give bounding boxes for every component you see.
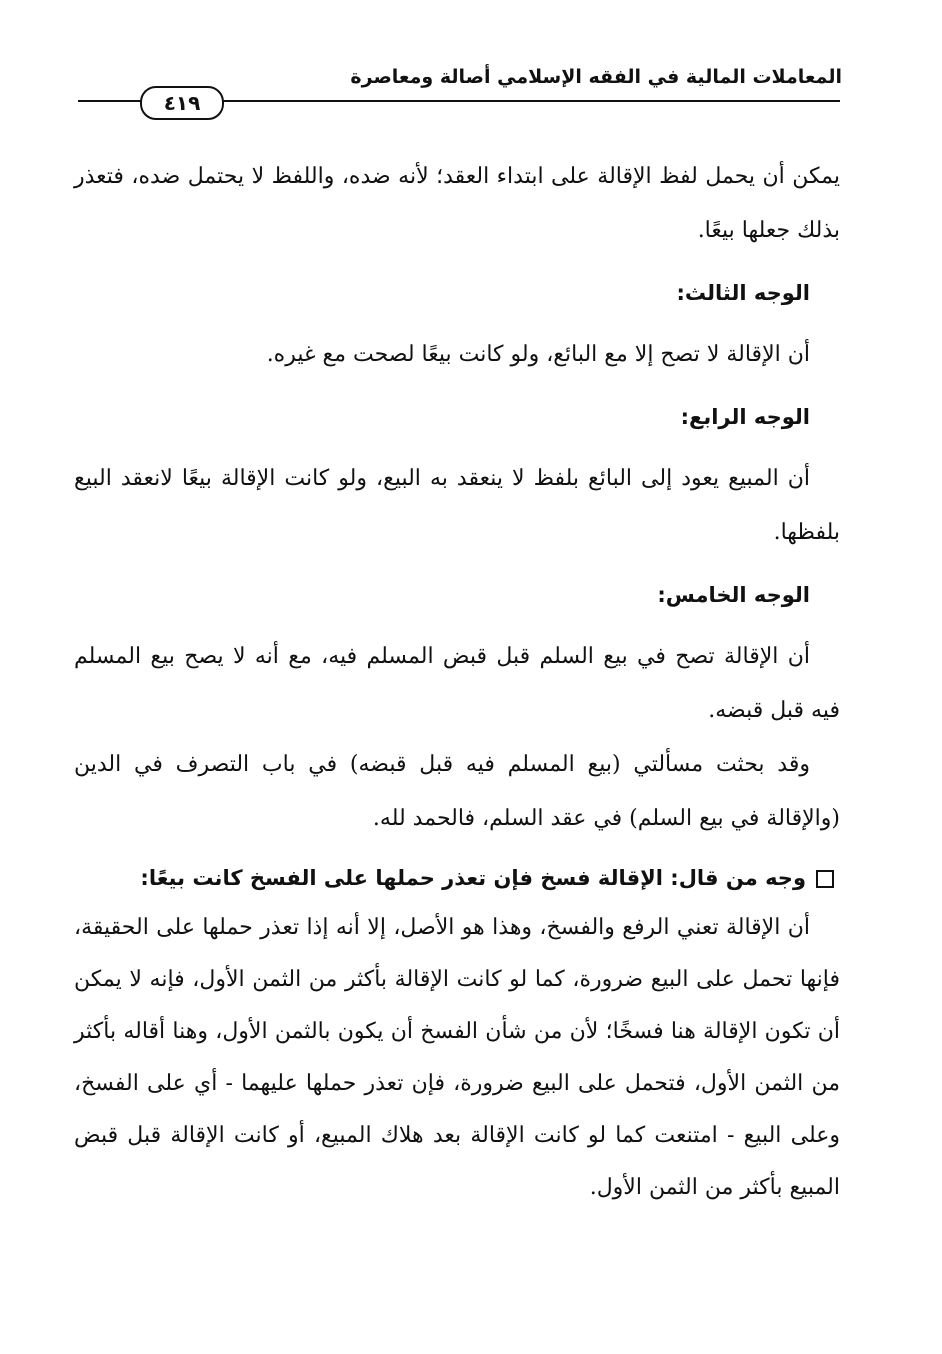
paragraph-1: يمكن أن يحمل لفظ الإقالة على ابتداء العقد؛ لأنه ضده، واللفظ لا يحتمل ضده، فتعذر بذلك جعلها بيعًا.	[74, 164, 841, 243]
running-header: المعاملات المالية في الفقه الإسلامي أصالة ومعاصرة	[350, 66, 842, 88]
subheading-fourth-aspect: الوجه الرابع:	[680, 405, 810, 429]
square-bullet-icon	[816, 870, 834, 888]
paragraph-third-aspect: أن الإقالة لا تصح إلا مع البائع، ولو كانت بيعًا لصحت مع غيره.	[266, 342, 810, 367]
body-text	[74, 150, 840, 1214]
paragraph-cross-reference: وقد بحثت مسألتي (بيع المسلم فيه قبل قبضه) في باب التصرف في الدين (والإقالة في بيع السلم) في عقد السلم، فالحمد لله.	[74, 752, 840, 831]
subheading-fifth-aspect: الوجه الخامس:	[657, 583, 810, 607]
section-heading	[74, 854, 834, 902]
page-number: ٤١٩	[140, 86, 224, 120]
paragraph-fourth-aspect: أن المبيع يعود إلى البائع بلفظ لا ينعقد به البيع، ولو كانت الإقالة بيعًا لانعقد البيع بلفظها.	[74, 466, 840, 545]
subheading-third-aspect: الوجه الثالث:	[676, 281, 810, 305]
paragraph-fifth-aspect: أن الإقالة تصح في بيع السلم قبل قبض المسلم فيه، مع أنه لا يصح بيع المسلم فيه قبل قبضه.	[74, 644, 840, 723]
section-heading-text: وجه من قال: الإقالة فسخ فإن تعذر حملها على الفسخ كانت بيعًا:	[140, 866, 806, 890]
paragraph-section-body: أن الإقالة تعني الرفع والفسخ، وهذا هو الأصل، إلا أنه إذا تعذر حملها على الحقيقة، فإنها تحمل على البيع ضرورة، كما لو كانت الإقالة بأكثر من الثمن الأول، فإنه لا يمكن أن تكون الإقالة هنا فسخًا؛ لأن من شأن الفسخ أن يكون بالثمن الأول، وهنا أقاله بأكثر من الثمن الأول، فتحمل على البيع ضرورة، فإن تعذر حملها عليهما - أي على الفسخ، وعلى البيع - امتنعت كما لو كانت الإقالة بعد هلاك المبيع، أو كانت الإقالة قبل قبض المبيع بأكثر من الثمن الأول.	[74, 915, 840, 1200]
